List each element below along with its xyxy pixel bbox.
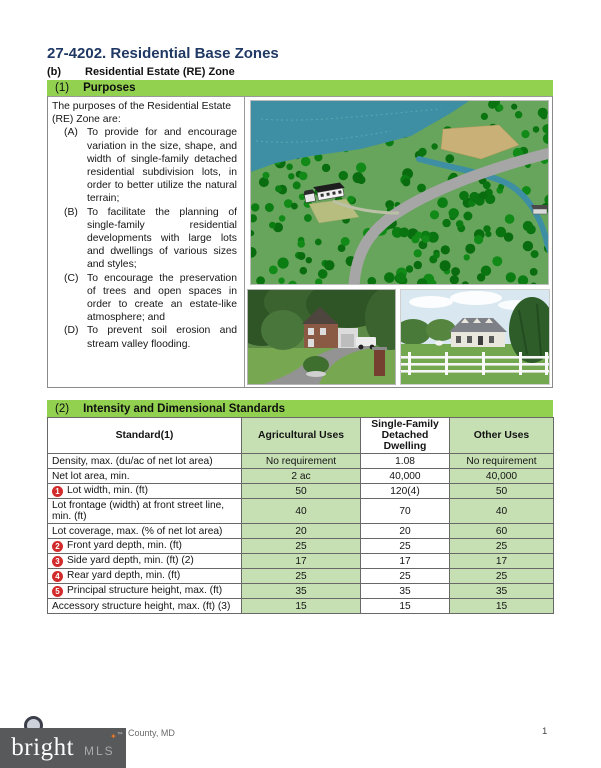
- standard-name: Side yard depth, min. (ft) (2): [67, 555, 194, 566]
- table-row: [48, 469, 554, 484]
- other-uses-value: 50: [450, 484, 554, 499]
- single-family-value: 35: [361, 584, 450, 599]
- table-row: [48, 554, 554, 569]
- agricultural-value: 2 ac: [242, 469, 361, 484]
- purpose-item-text: To facilitate the planning of single-family residential developments with large lots and dwellings of various sizes and styles;: [87, 206, 237, 271]
- purposes-section: [47, 80, 553, 388]
- logo-spark-icon: ✦: [110, 732, 117, 741]
- purpose-item-label: (A): [64, 127, 78, 139]
- table-row: [48, 484, 554, 499]
- photo-fenced-house: [400, 289, 550, 385]
- other-uses-value: 15: [450, 599, 554, 614]
- purpose-list-item: [52, 272, 239, 325]
- illustration-house-right: [531, 205, 549, 214]
- purpose-item-label: (D): [64, 325, 79, 337]
- single-family-value: 15: [361, 599, 450, 614]
- col-header-agricultural: Agricultural Uses: [242, 418, 361, 454]
- standard-name: Front yard depth, min. (ft): [67, 540, 182, 551]
- agricultural-value: 40: [242, 499, 361, 524]
- purpose-item-text: To provide for and encourage variation in the size, shape, and width of single-family detached residential subdivision lots, in order to better utilize the natural terrain;: [87, 127, 237, 205]
- purpose-list-item: [52, 206, 239, 272]
- standards-section-number: (2): [55, 402, 70, 415]
- purpose-list-item: [52, 324, 239, 350]
- red-number-badge: 3: [52, 556, 63, 567]
- col-header-single-family: Single-Family Detached Dwelling: [361, 418, 450, 454]
- standard-name: Principal structure height, max. (ft): [67, 585, 223, 596]
- single-family-value: 20: [361, 524, 450, 539]
- other-uses-value: 17: [450, 554, 554, 569]
- photo-brick-house-svg: [248, 290, 396, 385]
- standards-section-header: [47, 400, 553, 417]
- red-number-badge: 4: [52, 571, 63, 582]
- standard-name: Lot frontage (width) at front street line, min. (ft): [52, 500, 225, 522]
- purpose-item-label: (B): [64, 206, 78, 218]
- standards-section: [47, 400, 553, 614]
- red-number-badge: 1: [52, 486, 63, 497]
- agricultural-value: No requirement: [242, 454, 361, 469]
- single-family-value: 120(4): [361, 484, 450, 499]
- table-row: [48, 454, 554, 469]
- bright-mls-wordmark: bright: [11, 734, 75, 761]
- col-header-other: Other Uses: [450, 418, 554, 454]
- standard-name: Lot coverage, max. (% of net lot area): [52, 525, 223, 537]
- standards-section-title: Intensity and Dimensional Standards: [83, 402, 285, 415]
- single-family-value: 70: [361, 499, 450, 524]
- single-family-value: 40,000: [361, 469, 450, 484]
- table-row: [48, 524, 554, 539]
- purposes-section-title: Purposes: [83, 82, 136, 94]
- other-uses-value: 25: [450, 539, 554, 554]
- table-row: [48, 599, 554, 614]
- page-number: 1: [542, 726, 548, 737]
- photo-left-brick-pillar: [374, 350, 385, 376]
- purpose-list-item: [52, 126, 239, 205]
- table-row: [48, 539, 554, 554]
- standard-name: Density, max. (du/ac of net lot area): [52, 455, 213, 467]
- other-uses-value: No requirement: [450, 454, 554, 469]
- purposes-intro: The purposes of the Residential Estate (RE) Zone are:: [52, 101, 232, 126]
- other-uses-value: 40: [450, 499, 554, 524]
- table-row: [48, 584, 554, 599]
- purposes-list: [52, 126, 239, 350]
- purposes-section-number: (1): [55, 82, 70, 94]
- subsection-label: (b): [47, 66, 62, 78]
- purposes-section-header: [47, 80, 553, 96]
- standards-table: [47, 417, 554, 614]
- page-title: 27-4202. Residential Base Zones: [47, 45, 279, 62]
- bright-mls-logo: [0, 728, 126, 768]
- single-family-value: 17: [361, 554, 450, 569]
- other-uses-value: 60: [450, 524, 554, 539]
- standard-name: Rear yard depth, min. (ft): [67, 570, 181, 581]
- agricultural-value: 50: [242, 484, 361, 499]
- aerial-subdivision-illustration: [250, 100, 549, 285]
- red-number-badge: 2: [52, 541, 63, 552]
- red-number-badge: 5: [52, 586, 63, 597]
- agricultural-value: 15: [242, 599, 361, 614]
- agricultural-value: 17: [242, 554, 361, 569]
- footer-location-text: County, MD: [128, 728, 175, 738]
- other-uses-value: 25: [450, 569, 554, 584]
- purposes-content-box: [47, 96, 553, 388]
- single-family-value: 1.08: [361, 454, 450, 469]
- col-header-standard: Standard(1): [48, 418, 242, 454]
- subsection-title: Residential Estate (RE) Zone: [85, 66, 235, 78]
- single-family-value: 25: [361, 569, 450, 584]
- purpose-item-text: To prevent soil erosion and stream valley flooding.: [87, 325, 237, 350]
- agricultural-value: 25: [242, 569, 361, 584]
- photo-fenced-house-svg: [401, 290, 550, 385]
- standard-name: Accessory structure height, max. (ft) (3): [52, 600, 231, 612]
- subsection-heading: [47, 66, 235, 78]
- photo-brick-house: [247, 289, 396, 385]
- single-family-value: 25: [361, 539, 450, 554]
- other-uses-value: 35: [450, 584, 554, 599]
- agricultural-value: 35: [242, 584, 361, 599]
- agricultural-value: 25: [242, 539, 361, 554]
- purposes-text-column: [48, 97, 245, 387]
- standard-name: Lot width, min. (ft): [67, 485, 148, 496]
- purpose-item-label: (C): [64, 272, 79, 284]
- table-row: [48, 499, 554, 524]
- logo-trademark: ™: [116, 732, 123, 738]
- other-uses-value: 40,000: [450, 469, 554, 484]
- table-row: [48, 569, 554, 584]
- standards-header-row: [48, 418, 554, 454]
- aerial-illustration-svg: [251, 101, 549, 285]
- photo-right-horse: [435, 340, 443, 345]
- agricultural-value: 20: [242, 524, 361, 539]
- purpose-item-text: To encourage the preservation of trees and open spaces in order to create an estate-like atmosphere; and: [87, 272, 237, 324]
- standard-name: Net lot area, min.: [52, 470, 130, 482]
- logo-mls-text: MLS: [84, 744, 115, 758]
